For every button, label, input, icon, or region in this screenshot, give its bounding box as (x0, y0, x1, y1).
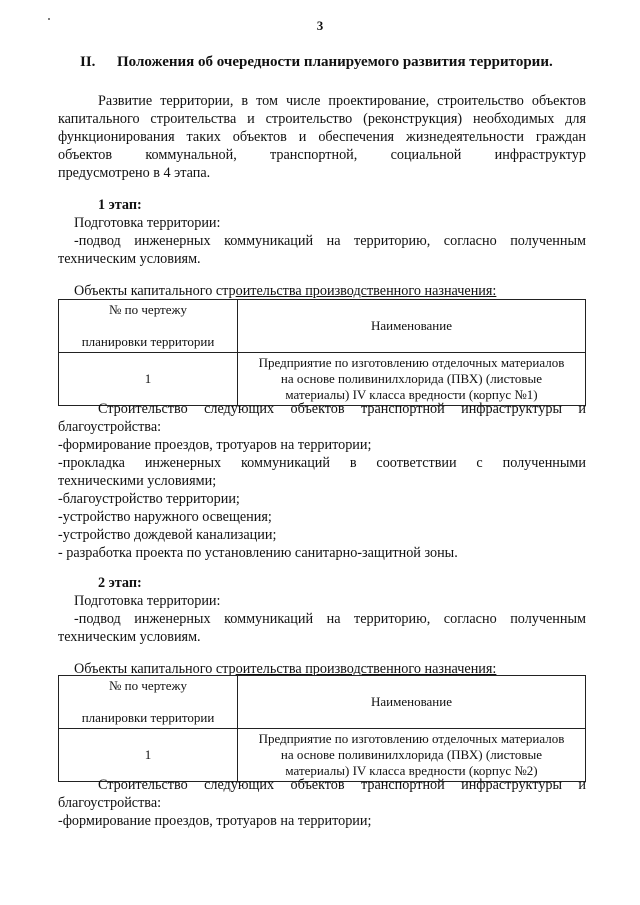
page-number: 3 (316, 18, 324, 33)
row-number-cell: 1 (59, 353, 238, 406)
section-number: II. (80, 54, 96, 70)
stage-1-prep-line-1: -подвод инженерных коммуникаций на территорию, согласно полученным (74, 233, 586, 249)
stage-1-prep-title: Подготовка территории: (74, 215, 221, 231)
stage-1-construction-line-8: -устройство дождевой канализации; (58, 527, 277, 543)
table-row (59, 729, 586, 782)
stage-1-construction-line-5: техническими условиями; (58, 473, 217, 489)
intro-line-5: предусмотрено в 4 этапа. (58, 165, 211, 181)
row-number-cell: 1 (59, 729, 238, 782)
stage-2-prep-title: Подготовка территории: (74, 593, 221, 609)
stage-1-construction-line-3: -формирование проездов, тротуаров на территории; (58, 437, 372, 453)
header-number-line-2: планировки территории (81, 334, 215, 349)
header-number-line-1: № по чертежу (109, 302, 187, 317)
intro-line-1: Развитие территории, в том числе проектирование, строительство объектов (98, 93, 586, 109)
table-row (59, 353, 586, 406)
stage-1-construction-line-9: - разработка проекта по установлению санитарно-защитной зоны. (58, 545, 458, 561)
stage-1-construction-line-6: -благоустройство территории; (58, 491, 240, 507)
stage-2-objects-table (58, 675, 586, 782)
stage-1-title: 1 этап: (98, 197, 142, 213)
intro-line-3: функционирования таких объектов и обеспечения жизнедеятельности граждан (58, 129, 586, 145)
stage-1-objects-caption: Объекты капитального строительства производственного назначения: (74, 283, 497, 299)
stage-1-construction-line-1: Строительство следующих объектов транспортной инфраструктуры и (98, 401, 586, 417)
stage-2-construction-line-1: Строительство следующих объектов транспортной инфраструктуры и (98, 777, 586, 793)
intro-line-4: объектов коммунальной, транспортной, социальной инфраструктур (58, 147, 586, 163)
stage-2-title: 2 этап: (98, 575, 142, 591)
row-description-line-3: материалы) IV класса вредности (корпус №2) (285, 763, 538, 778)
header-cell-name: Наименование (238, 676, 586, 729)
row-description-line-2: на основе поливинилхлорида (ПВХ) (листовые (280, 371, 543, 386)
header-cell-number (59, 300, 238, 353)
stage-2-construction-line-3: -формирование проездов, тротуаров на территории; (58, 813, 372, 829)
stage-1-construction-line-7: -устройство наружного освещения; (58, 509, 272, 525)
table-header-row (59, 676, 586, 729)
row-description-line-1: Предприятие по изготовлению отделочных материалов (258, 731, 565, 746)
header-cell-number (59, 676, 238, 729)
header-number-line-2: планировки территории (81, 710, 215, 725)
row-description-cell (238, 353, 586, 406)
stage-1-construction-line-4: -прокладка инженерных коммуникаций в соответствии с полученными (58, 455, 586, 471)
stage-1-objects-table (58, 299, 586, 406)
row-description-line-3: материалы) IV класса вредности (корпус №1) (285, 387, 538, 402)
row-description-line-1: Предприятие по изготовлению отделочных материалов (258, 355, 565, 370)
stage-2-prep-line-2: техническим условиям. (58, 629, 201, 645)
stage-1-construction-line-2: благоустройства: (58, 419, 162, 435)
header-cell-name: Наименование (238, 300, 586, 353)
section-title: Положения об очередности планируемого развития территории. (117, 54, 553, 70)
stage-1-prep-line-2: техническим условиям. (58, 251, 201, 267)
row-description-line-2: на основе поливинилхлорида (ПВХ) (листовые (280, 747, 543, 762)
header-number-line-1: № по чертежу (109, 678, 187, 693)
table-header-row (59, 300, 586, 353)
row-description-cell (238, 729, 586, 782)
stage-2-construction-line-2: благоустройства: (58, 795, 162, 811)
stage-2-objects-caption: Объекты капитального строительства производственного назначения: (74, 661, 497, 677)
intro-line-2: капитального строительства и строительство (реконструкция) необходимых для (58, 111, 586, 127)
stage-2-prep-line-1: -подвод инженерных коммуникаций на территорию, согласно полученным (74, 611, 586, 627)
